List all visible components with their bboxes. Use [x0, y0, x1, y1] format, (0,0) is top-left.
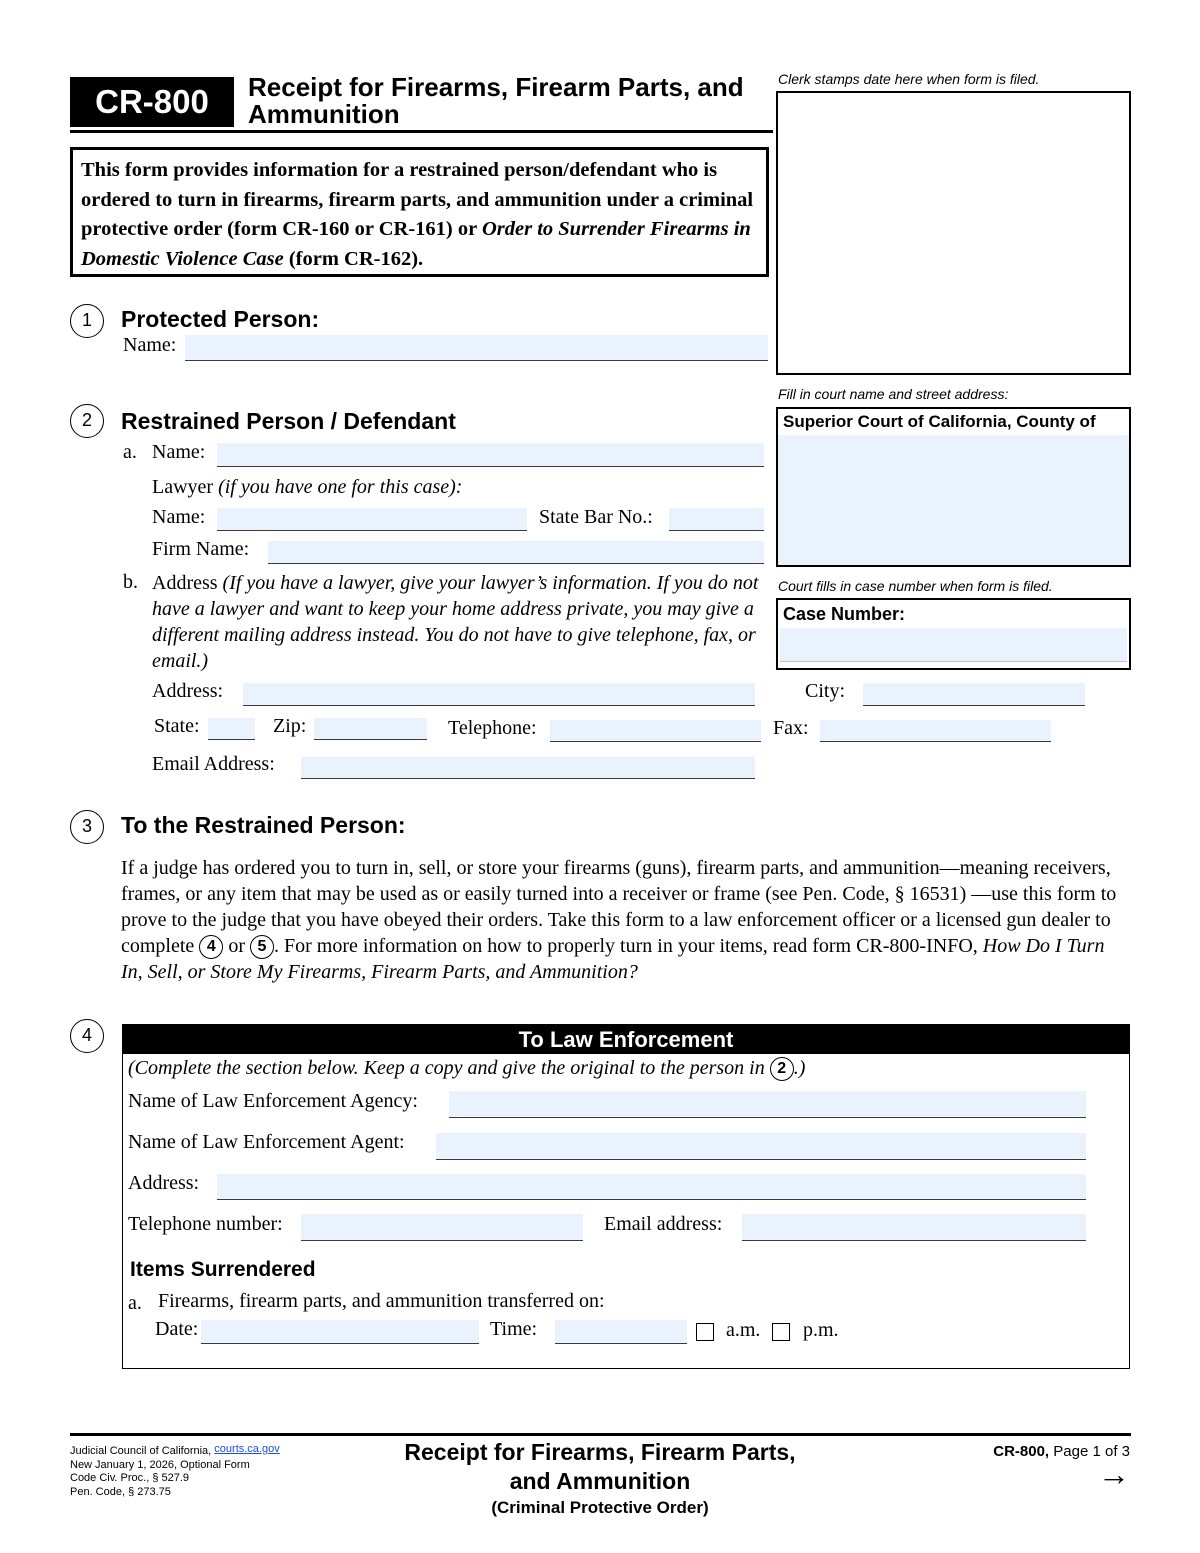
fax-input[interactable]: [820, 720, 1051, 741]
law-enforcement-banner: To Law Enforcement: [123, 1025, 1129, 1054]
state-input[interactable]: [208, 718, 255, 739]
case-number-label: Case Number:: [783, 604, 906, 624]
fax-field[interactable]: [820, 720, 1051, 742]
am-checkbox[interactable]: [696, 1323, 714, 1341]
city-field[interactable]: [863, 683, 1085, 706]
lawyer-name-field[interactable]: [217, 508, 527, 531]
firm-name-field[interactable]: [268, 541, 764, 564]
items-a-marker: a.: [128, 1292, 142, 1314]
state-bar-input[interactable]: [669, 508, 764, 530]
instruction-text-b: .): [793, 1057, 806, 1079]
intro-text-italic: Order to Surrender Firearms in Domestic Violence Case: [81, 218, 751, 270]
section-3-text-2: . For more information on how to properly turn in your items, read form CR-800-INFO,: [273, 935, 983, 957]
court-name-label: Superior Court of California, County of: [783, 412, 1096, 431]
firm-name-label: Firm Name:: [152, 538, 250, 560]
item-a-marker: a.: [123, 441, 137, 463]
section-3-or: or: [223, 935, 250, 957]
footer-title-line-3: (Criminal Protective Order): [491, 1498, 709, 1517]
form-title: Receipt for Firearms, Firearm Parts, and Ammunition: [248, 72, 744, 129]
address-input[interactable]: [243, 683, 755, 705]
item-b-marker: b.: [123, 571, 138, 593]
footer-council-line: [70, 1443, 280, 1459]
zip-field[interactable]: [314, 718, 427, 740]
le-address-field[interactable]: [217, 1174, 1086, 1200]
lawyer-line: [152, 476, 462, 499]
footer-line-4: Pen. Code, § 273.75: [70, 1485, 171, 1498]
ref-circle-4: 4: [199, 935, 223, 959]
time-input[interactable]: [555, 1320, 687, 1343]
section-3-heading: To the Restrained Person:: [121, 812, 406, 838]
agency-label: Name of Law Enforcement Agency:: [128, 1090, 418, 1112]
case-number-field[interactable]: [780, 628, 1127, 662]
le-address-input[interactable]: [217, 1174, 1086, 1199]
section-3-body: [121, 855, 1126, 985]
le-telephone-field[interactable]: [301, 1214, 583, 1241]
section-3-number: 3: [70, 810, 104, 844]
defendant-name-input[interactable]: [217, 443, 764, 466]
lawyer-name-input[interactable]: [217, 508, 527, 530]
footer-line-3: Code Civ. Proc., § 527.9: [70, 1472, 190, 1484]
le-email-input[interactable]: [742, 1214, 1086, 1240]
address-label: Address:: [152, 680, 224, 702]
le-email-field[interactable]: [742, 1214, 1086, 1241]
section-1-number: 1: [70, 304, 104, 338]
zip-label: Zip:: [273, 715, 307, 737]
protected-name-input[interactable]: [185, 335, 768, 360]
state-label: State:: [154, 715, 200, 737]
le-email-label: Email address:: [604, 1213, 723, 1235]
email-input[interactable]: [301, 757, 755, 778]
ref-circle-2: 2: [770, 1057, 794, 1081]
courts-link[interactable]: courts.ca.gov: [214, 1443, 280, 1455]
defendant-name-field[interactable]: [217, 443, 764, 467]
le-telephone-label: Telephone number:: [128, 1213, 283, 1235]
agent-label: Name of Law Enforcement Agent:: [128, 1131, 405, 1153]
agent-input[interactable]: [436, 1133, 1086, 1159]
court-address-note: Fill in court name and street address:: [778, 386, 1009, 402]
am-label: a.m.: [726, 1319, 761, 1341]
agency-field[interactable]: [449, 1091, 1086, 1118]
defendant-name-label: Name:: [152, 441, 206, 463]
agency-input[interactable]: [449, 1091, 1086, 1117]
state-bar-label: State Bar No.:: [539, 506, 653, 528]
clerk-stamp-box: [776, 91, 1131, 375]
next-page-arrow-icon[interactable]: →: [1098, 1456, 1130, 1492]
footer-title: [350, 1438, 850, 1520]
ref-circle-5: 5: [250, 935, 274, 959]
date-label: Date:: [155, 1318, 199, 1340]
section-1-heading: Protected Person:: [121, 306, 320, 332]
date-field[interactable]: [201, 1320, 479, 1344]
instruction-text-a: (Complete the section below. Keep a copy and give the original to the person in: [128, 1057, 770, 1079]
telephone-field[interactable]: [550, 720, 761, 742]
section-2-number: 2: [70, 404, 104, 438]
case-number-note: Court fills in case number when form is filed.: [778, 578, 1053, 594]
city-label: City:: [805, 680, 846, 702]
telephone-label: Telephone:: [448, 717, 537, 739]
firm-name-input[interactable]: [268, 541, 764, 563]
protected-name-label: Name:: [123, 334, 177, 356]
footer-title-line-2: and Ammunition: [509, 1468, 691, 1494]
footer-citations: [70, 1443, 280, 1499]
transferred-label: Firearms, firearm parts, and ammunition transferred on:: [158, 1290, 605, 1312]
email-label: Email Address:: [152, 753, 275, 775]
clerk-stamp-note: Clerk stamps date here when form is filed.: [778, 71, 1040, 87]
court-name-box[interactable]: [776, 407, 1131, 567]
section-3-italic: How Do I Turn In, Sell, or Store My Firearms, Firearm Parts, and Ammunition?: [121, 935, 1105, 983]
court-name-fill[interactable]: [778, 435, 1129, 565]
header-rule: [70, 130, 773, 133]
zip-input[interactable]: [314, 718, 427, 739]
le-telephone-input[interactable]: [301, 1214, 583, 1240]
section-4-instruction: [128, 1057, 805, 1081]
state-bar-field[interactable]: [669, 508, 764, 531]
protected-name-field[interactable]: [185, 335, 768, 361]
address-field[interactable]: [243, 683, 755, 706]
intro-box: [70, 147, 769, 277]
time-field[interactable]: [555, 1320, 687, 1344]
case-number-box[interactable]: [776, 598, 1131, 670]
le-address-label: Address:: [128, 1172, 200, 1194]
fax-label: Fax:: [773, 717, 809, 739]
date-input[interactable]: [201, 1320, 479, 1343]
lawyer-name-label: Name:: [152, 506, 206, 528]
items-surrendered-heading: Items Surrendered: [130, 1258, 316, 1281]
pm-label: p.m.: [803, 1319, 839, 1341]
email-field[interactable]: [301, 757, 755, 779]
intro-text-b: (form CR-162).: [283, 247, 424, 270]
section-4-number: 4: [70, 1019, 104, 1053]
section-2-heading: Restrained Person / Defendant: [121, 408, 456, 434]
section-3-text-1: If a judge has ordered you to turn in, sell, or store your firearms (guns), firearm parts, and ammunition—meaning receivers, frames, or any item that may be used as or easily turned into a receiver or frame (see Pen. Code, § 16531) —use this form to prove to the judge that you have obeyed their orders. Take this form to a law enforcement officer or a licensed gun dealer to complete: [121, 857, 1117, 957]
address-note: (If you have a lawyer, give your lawyer’s information. If you do not have a lawyer and want to keep your home address private, you may give a different mailing address instead. You do not have to give telephone, fax, or email.): [152, 572, 759, 672]
footer-line-2: New January 1, 2026, Optional Form: [70, 1458, 250, 1471]
pm-checkbox[interactable]: [772, 1323, 790, 1341]
agent-field[interactable]: [436, 1133, 1086, 1160]
footer-council: Judicial Council of California,: [70, 1445, 212, 1457]
address-intro: Address: [152, 572, 218, 594]
lawyer-label: Lawyer: [152, 476, 214, 498]
footer-rule: [70, 1433, 1131, 1436]
state-field[interactable]: [208, 718, 255, 740]
time-label: Time:: [490, 1318, 538, 1340]
city-input[interactable]: [863, 683, 1085, 705]
address-instructions: [152, 570, 764, 674]
footer-title-line-1: Receipt for Firearms, Firearm Parts,: [404, 1439, 796, 1465]
footer-page-number: Page 1 of 3: [1053, 1443, 1130, 1460]
footer-form-id: CR-800,: [993, 1443, 1050, 1460]
intro-text-a: This form provides information for a restrained person/defendant who is ordered to turn in firearms, firearm parts, and ammunition under a criminal protective order (form CR-160 or CR-161) or: [81, 159, 754, 240]
lawyer-note: (if you have one for this case):: [218, 476, 463, 498]
telephone-input[interactable]: [550, 720, 761, 741]
form-id-badge: CR-800: [70, 77, 234, 127]
